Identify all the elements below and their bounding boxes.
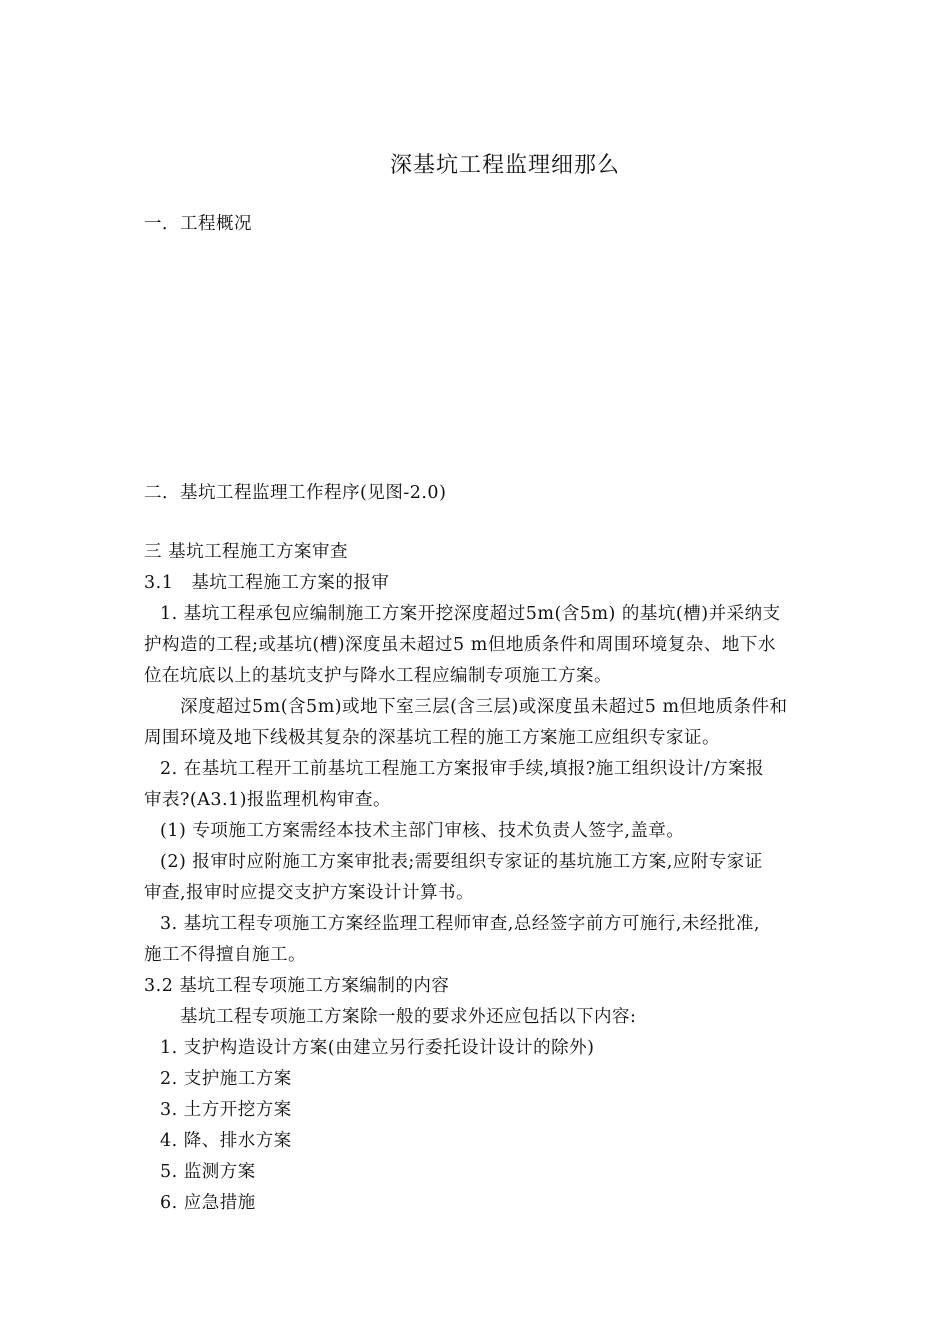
paragraph-1-line-3: 位在坑底以上的基坑支护与降水工程应编制专项施工方案。 [144,666,612,686]
list-item: 6. 应急措施 [160,1193,256,1213]
list-item: 2. 支护施工方案 [160,1069,292,1089]
paragraph-2-line-1: 深度超过5m(含5m)或地下室三层(含三层)或深度虽未超过5 m但地质条件和 [180,697,788,717]
paragraph-5-line-2: 审查,报审时应提交支护方案设计计算书。 [144,883,475,903]
list-item: 1. 支护构造设计方案(由建立另行委托设计设计的除外) [160,1038,595,1058]
paragraph-6-line-2: 施工不得擅自施工。 [144,945,306,965]
list-item: 4. 降、排水方案 [160,1131,292,1151]
paragraph-3-line-2: 审表?(A3.1)报监理机构审查。 [144,790,392,810]
subsection-3-2-intro: 基坑工程专项施工方案除一般的要求外还应包括以下内容: [180,1007,637,1027]
section-3-heading: 三 基坑工程施工方案审查 [144,542,349,562]
paragraph-3-line-1: 2. 在基坑工程开工前基坑工程施工方案报审手续,填报?施工组织设计/方案报 [160,759,765,779]
paragraph-2-line-2: 周围环境及地下线极其复杂的深基坑工程的施工方案施工应组织专家证。 [144,728,720,748]
subsection-3-2-heading: 3.2 基坑工程专项施工方案编制的内容 [144,976,450,996]
paragraph-4: (1) 专项施工方案需经本技术主部门审核、技术负责人签字,盖章。 [160,821,685,841]
paragraph-6-line-1: 3. 基坑工程专项施工方案经监理工程师审查,总经签字前方可施行,未经批准, [160,914,760,934]
paragraph-1-line-2: 护构造的工程;或基坑(槽)深度虽未超过5 m但地质条件和周围环境复杂、地下水 [144,635,776,655]
section-1-heading: 一．工程概况 [144,214,252,234]
subsection-3-1-heading: 3.1 基坑工程施工方案的报审 [144,573,390,593]
paragraph-1-line-1: 1. 基坑工程承包应编制施工方案开挖深度超过5m(含5m) 的基坑(槽)并采纳支 [160,604,781,624]
section-2-heading: 二．基坑工程监理工作程序(见图-2.0) [144,483,447,503]
list-item: 3. 土方开挖方案 [160,1100,292,1120]
list-item: 5. 监测方案 [160,1162,256,1182]
document-title: 深基坑工程监理细那么 [389,153,620,178]
paragraph-5-line-1: (2) 报审时应附施工方案审批表;需要组织专家证的基坑施工方案,应附专家证 [160,852,763,872]
